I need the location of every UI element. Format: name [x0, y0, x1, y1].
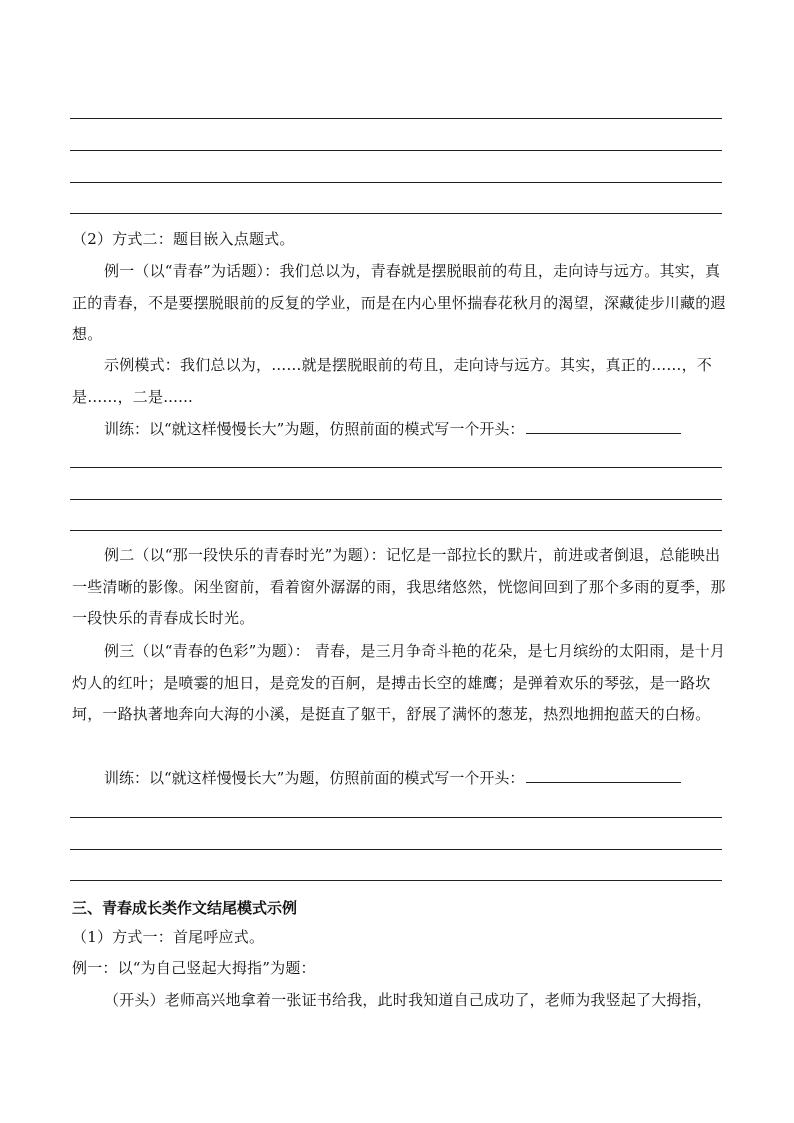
example-one-title: 例一：以“为自己竖起大拇指”为题： [72, 959, 316, 977]
answer-line[interactable] [70, 530, 722, 531]
training-prompt-one [72, 414, 728, 446]
answer-blank[interactable] [526, 419, 681, 434]
answer-line[interactable] [70, 467, 722, 468]
method-two-label: （2）方式二：题目嵌入点题式。 [72, 230, 295, 248]
answer-line[interactable] [70, 817, 722, 818]
answer-line[interactable] [70, 499, 722, 500]
answer-line[interactable] [70, 849, 722, 850]
example-two-paragraph: 例二（以“那一段快乐的青春时光”为题）：记忆是一部拉长的默片，前进或者倒退，总能映出一些清晰的影像。闲坐窗前，看着窗外潺潺的雨，我思绪悠然，恍惚间回到了那个多雨的夏季，那一段快乐的青春成长时光。 [72, 546, 726, 627]
training-prompt-text: 训练：以“就这样慢慢长大”为题，仿照前面的模式写一个开头： [104, 420, 525, 438]
answer-line[interactable] [70, 880, 722, 881]
example-three-paragraph: 例三（以“青春的色彩”为题）： 青春，是三月争奇斗艳的花朵，是七月缤纷的太阳雨，是十月灼人的红叶；是喷霎的旭日，是竞发的百舸，是搏击长空的雄鹰；是弹着欢乐的琴弦，是一路坎坷，一路执著地奔向大海的小溪，是挺直了躯干，舒展了满怀的葱茏，热烈地拥抱蓝天的白杨。 [72, 642, 726, 723]
answer-line[interactable] [70, 182, 722, 183]
answer-line[interactable] [70, 213, 722, 214]
training-prompt-two [72, 763, 728, 795]
answer-line[interactable] [70, 118, 722, 119]
answer-blank[interactable] [526, 768, 681, 783]
opening-paragraph: （开头）老师高兴地拿着一张证书给我，此时我知道自己成功了，老师为我竖起了大拇指， [104, 991, 713, 1009]
example-one-paragraph: 例一（以“青春”为话题）：我们总以为，青春就是摆脱眼前的苟且，走向诗与远方。其实，真正的青春，不是要摆脱眼前的反复的学业，而是在内心里怀揣春花秋月的渴望，深藏徒步川藏的遐想。 [72, 262, 726, 343]
answer-line[interactable] [70, 150, 722, 151]
pattern-paragraph: 示例模式：我们总以为，……就是摆脱眼前的苟且，走向诗与远方。其实，真正的……，不是……，二是...... [72, 356, 713, 406]
method-one-label: （1）方式一：首尾呼应式。 [72, 928, 265, 946]
section-three-heading: 三、青春成长类作文结尾模式示例 [72, 899, 298, 917]
training-prompt-text: 训练：以“就这样慢慢长大”为题，仿照前面的模式写一个开头： [104, 769, 525, 787]
